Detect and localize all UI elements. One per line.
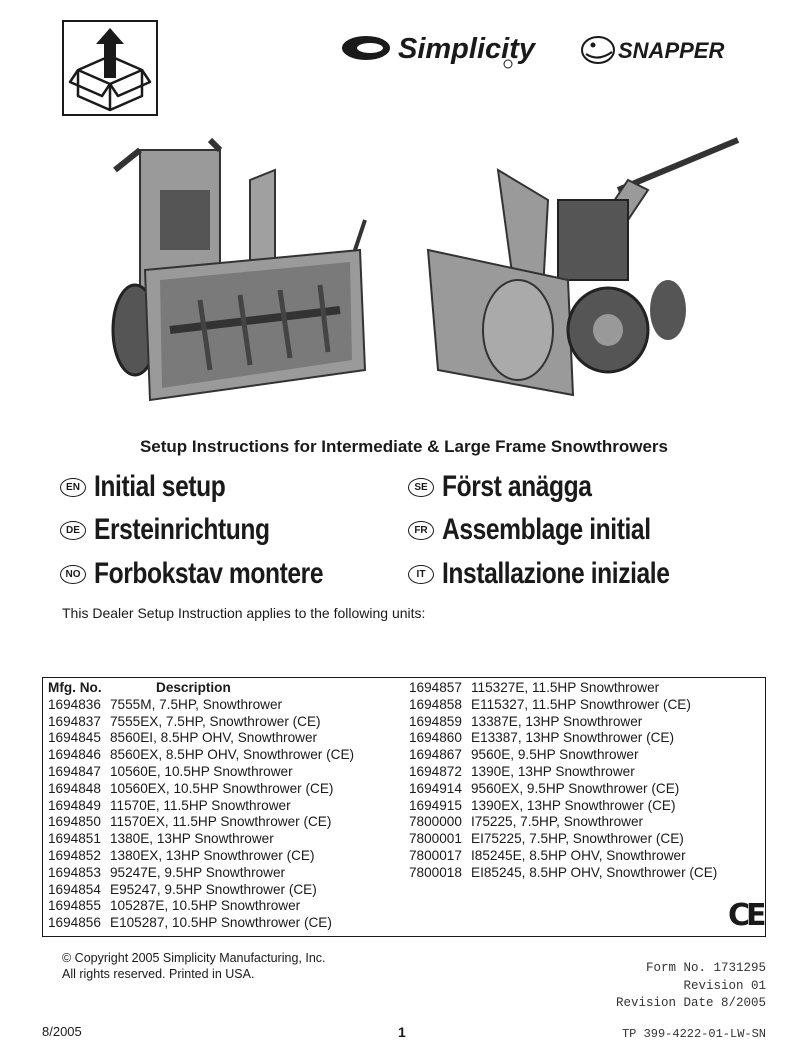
unit-description: 10560E, 10.5HP Snowthrower [110, 763, 293, 779]
units-column-right [409, 680, 717, 882]
intro-text: This Dealer Setup Instruction applies to the following units: [62, 605, 426, 621]
unit-description: 1390E, 13HP Snowthrower [471, 763, 635, 779]
table-row [48, 714, 354, 731]
language-badge-fr: FR [408, 521, 434, 540]
mfg-number: 1694856 [48, 915, 101, 931]
unit-description: 1390EX, 13HP Snowthrower (CE) [471, 797, 676, 813]
unit-description: 10560EX, 10.5HP Snowthrower (CE) [110, 780, 334, 796]
table-row [409, 865, 717, 882]
title-no [60, 557, 373, 591]
form-revision: Revision 01 [683, 978, 766, 993]
mfg-number: 1694855 [48, 898, 101, 914]
mfg-number: 7800017 [409, 847, 462, 863]
snowthrower-photo-large-frame [100, 130, 370, 420]
form-revision-date: Revision Date 8/2005 [615, 996, 766, 1010]
simplicity-wordmark: Simplicity [398, 33, 535, 65]
table-row [409, 697, 717, 714]
snowthrower-photo-intermediate-frame [418, 130, 758, 415]
unit-description: I75225, 7.5HP, Snowthrower [471, 814, 644, 830]
table-row [48, 781, 354, 798]
mfg-number: 1694858 [409, 696, 462, 712]
mfg-number: 1694915 [409, 797, 462, 813]
table-row [409, 764, 717, 781]
mfg-number: 1694854 [48, 881, 101, 897]
table-row [409, 848, 717, 865]
table-row [48, 764, 354, 781]
language-badge-de: DE [60, 521, 86, 540]
table-row [48, 865, 354, 882]
mfg-number: 1694849 [48, 797, 101, 813]
unit-description: 1380E, 13HP Snowthrower [110, 831, 274, 847]
table-row [409, 814, 717, 831]
table-row [409, 831, 717, 848]
unit-description: 9560E, 9.5HP Snowthrower [471, 747, 639, 763]
mfg-number: 1694859 [409, 713, 462, 729]
mfg-number: 7800018 [409, 864, 462, 880]
title-fr-text: Assemblage initial [442, 513, 651, 546]
table-row [48, 697, 354, 714]
table-row [48, 882, 354, 899]
table-row [48, 848, 354, 865]
ce-mark: CE [728, 898, 763, 933]
unit-description: 8560EX, 8.5HP OHV, Snowthrower (CE) [110, 747, 355, 763]
mfg-number: 7800001 [409, 831, 462, 847]
table-row [48, 915, 354, 932]
language-badge-en: EN [60, 478, 86, 497]
package-orientation-icon [62, 20, 158, 116]
header-mfg-no: Mfg. No. [48, 680, 102, 695]
mfg-number: 1694860 [409, 730, 462, 746]
table-row [409, 747, 717, 764]
table-row [48, 730, 354, 747]
title-se-text: Först anägga [442, 470, 592, 503]
mfg-number: 1694852 [48, 847, 101, 863]
mfg-number: 1694914 [409, 780, 462, 796]
mfg-number: 1694872 [409, 763, 462, 779]
simplicity-logo [340, 26, 545, 70]
unit-description: I85245E, 8.5HP OHV, Snowthrower [471, 847, 686, 863]
mfg-number: 1694836 [48, 696, 101, 712]
unit-description: E105287, 10.5HP Snowthrower (CE) [110, 915, 332, 931]
mfg-number: 1694837 [48, 713, 101, 729]
mfg-number: 1694845 [48, 730, 101, 746]
mfg-number: 1694851 [48, 831, 101, 847]
units-table [42, 677, 766, 937]
language-badge-it: IT [408, 565, 434, 584]
unit-description: 13387E, 13HP Snowthrower [471, 713, 643, 729]
copyright-line-2: All rights reserved. Printed in USA. [62, 967, 255, 981]
form-number: Form No. 1731295 [645, 961, 766, 975]
unit-description: 9560EX, 9.5HP Snowthrower (CE) [471, 780, 680, 796]
table-row [409, 781, 717, 798]
unit-description: 7555M, 7.5HP, Snowthrower [110, 696, 283, 712]
mfg-number: 1694848 [48, 780, 101, 796]
title-en-text: Initial setup [94, 470, 226, 503]
table-row [48, 831, 354, 848]
copyright [62, 950, 326, 982]
snapper-wordmark: SNAPPER [618, 38, 725, 63]
title-se [408, 470, 624, 504]
table-row [409, 714, 717, 731]
footer-date: 8/2005 [42, 1024, 82, 1039]
title-en [60, 470, 254, 504]
mfg-number: 7800000 [409, 814, 462, 830]
units-column-left [48, 680, 354, 932]
mfg-number: 1694850 [48, 814, 101, 830]
table-row [409, 730, 717, 747]
mfg-number: 1694867 [409, 747, 462, 763]
title-de [60, 513, 308, 547]
unit-description: 95247E, 9.5HP Snowthrower [110, 864, 286, 880]
part-number: TP 399-4222-01-LW-SN [621, 1027, 766, 1041]
unit-description: 7555EX, 7.5HP, Snowthrower (CE) [110, 713, 321, 729]
unit-description: 8560EI, 8.5HP OHV, Snowthrower [110, 730, 318, 746]
mfg-number: 1694847 [48, 763, 101, 779]
unit-description: 105287E, 10.5HP Snowthrower [110, 898, 301, 914]
unit-description: 1380EX, 13HP Snowthrower (CE) [110, 847, 315, 863]
table-row [48, 898, 354, 915]
table-row [409, 798, 717, 815]
title-no-text: Forbokstav montere [94, 557, 324, 590]
header-description: Description [156, 680, 231, 695]
title-fr [408, 513, 696, 547]
title-it-text: Installazione iniziale [442, 557, 670, 590]
form-info [616, 960, 766, 1013]
mfg-number: 1694857 [409, 680, 462, 695]
unit-description: E115327, 11.5HP Snowthrower (CE) [471, 696, 691, 712]
table-header [48, 680, 354, 697]
language-badge-se: SE [408, 478, 434, 497]
page-number: 1 [398, 1024, 406, 1040]
mfg-number: 1694846 [48, 747, 101, 763]
unit-description: 115327E, 11.5HP Snowthrower [471, 680, 660, 695]
title-it [408, 557, 719, 591]
table-row [48, 747, 354, 764]
snapper-logo [580, 30, 730, 68]
unit-description: EI85245, 8.5HP OHV, Snowthrower (CE) [471, 864, 718, 880]
table-row [409, 680, 717, 697]
unit-description: 11570EX, 11.5HP Snowthrower (CE) [110, 814, 332, 830]
language-badge-no: NO [60, 565, 86, 584]
unit-description: EI75225, 7.5HP, Snowthrower (CE) [471, 831, 684, 847]
table-row [48, 814, 354, 831]
table-row [48, 798, 354, 815]
unit-description: 11570E, 11.5HP Snowthrower [110, 797, 291, 813]
unit-description: E13387, 13HP Snowthrower (CE) [471, 730, 675, 746]
document-subtitle: Setup Instructions for Intermediate & Large Frame Snowthrowers [139, 437, 669, 456]
unit-description: E95247, 9.5HP Snowthrower (CE) [110, 881, 317, 897]
title-de-text: Ersteinrichtung [94, 513, 270, 546]
copyright-line-1: © Copyright 2005 Simplicity Manufacturing, Inc. [62, 951, 326, 965]
mfg-number: 1694853 [48, 864, 101, 880]
